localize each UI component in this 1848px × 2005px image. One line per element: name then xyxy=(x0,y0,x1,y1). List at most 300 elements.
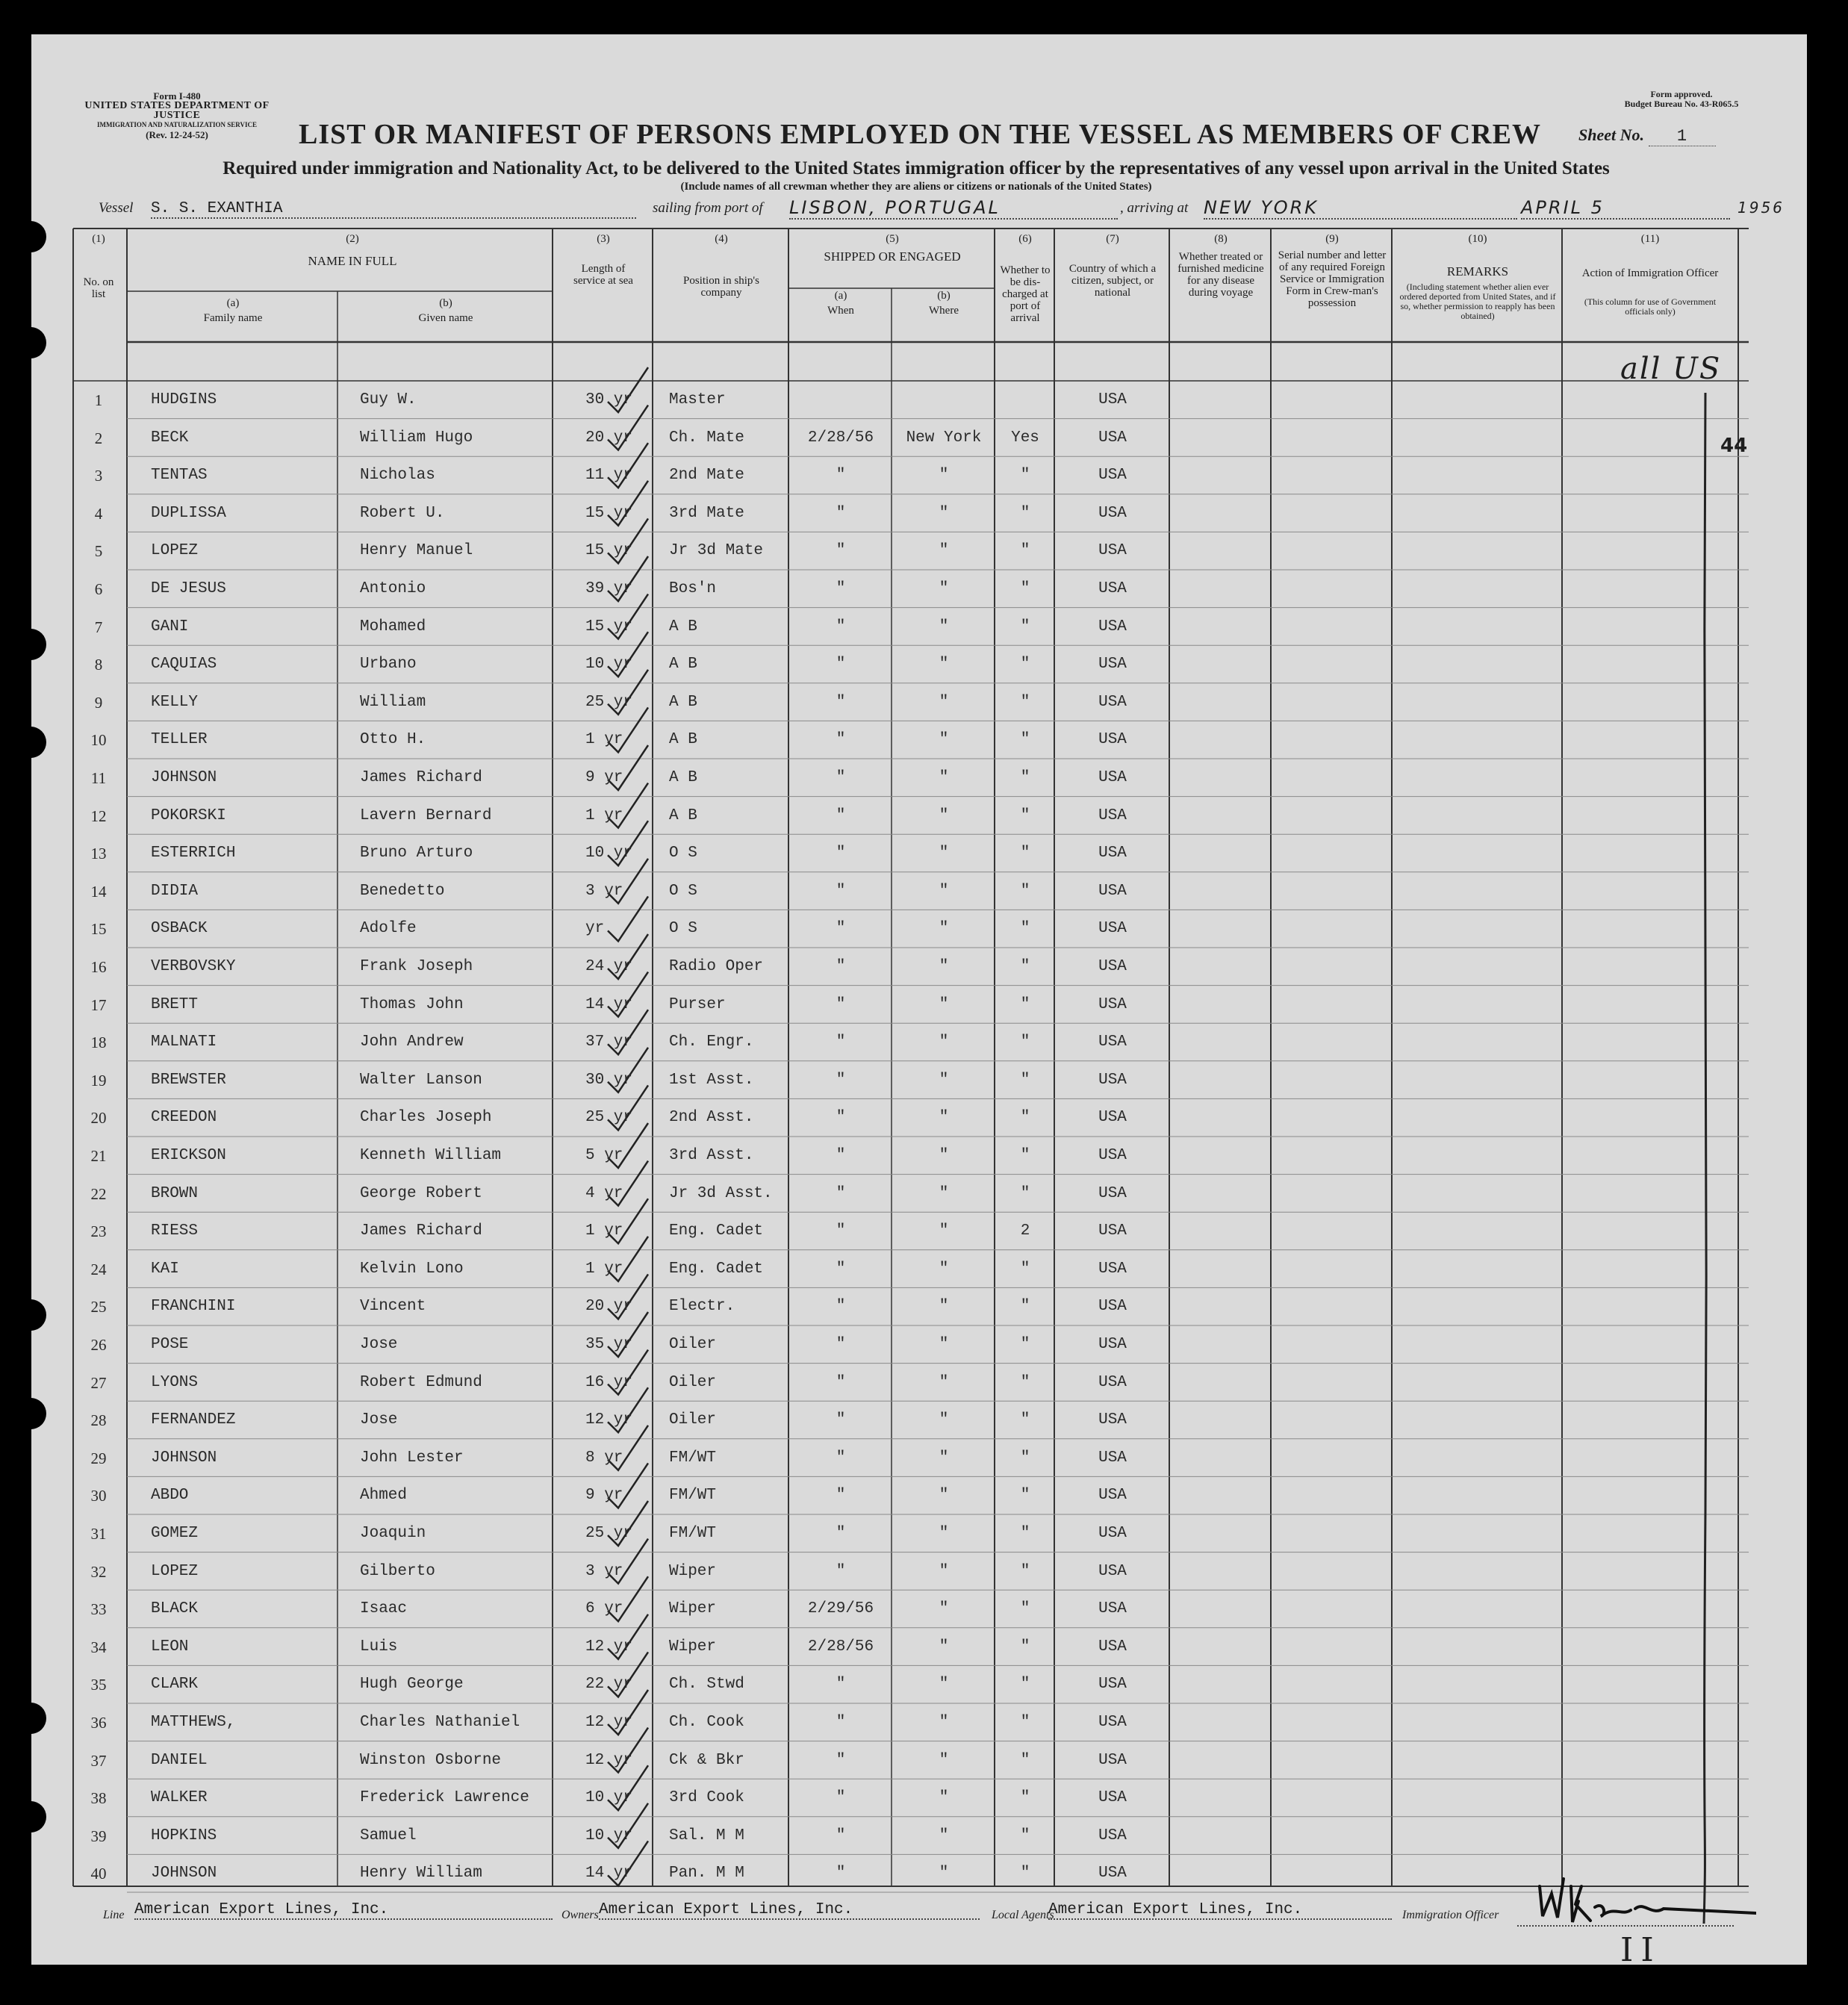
cell-family: ABDO xyxy=(151,1487,189,1505)
cell-family: TENTAS xyxy=(151,467,208,485)
cell-where: " xyxy=(939,1638,949,1656)
cell-family: LOPEZ xyxy=(151,542,199,560)
cell-when: " xyxy=(836,1487,846,1505)
service: IMMIGRATION AND NATURALIZATION SERVICE xyxy=(97,121,257,128)
cell-where: " xyxy=(939,693,949,711)
cell-family: DIDIA xyxy=(151,882,199,900)
cell-no: 1 xyxy=(94,391,103,409)
cell-country: USA xyxy=(1098,1109,1127,1127)
cell-discharged: " xyxy=(1020,1827,1030,1844)
cell-family: DANIEL xyxy=(151,1751,208,1769)
cell-country: USA xyxy=(1098,1676,1127,1694)
cell-position: A B xyxy=(669,731,697,749)
manifest-form: Form I-480 UNITED STATES DEPARTMENT OF JUSTICE IMMIGRATION AND NATURALIZATION SERVICE (Rev. 12-24-52) Form approved. Budget Bureau No. 43-R065.5 LIST OR MANIFEST OF PERSONS EMPLOYED ON THE VESSEL AS MEMBERS OF CREW Sheet No. 1 Required under immigration and Nationality Act, to be delivered to the United States immigration officer by the representatives of any vessel upon arrival in the United States (Include names of all crewman whether they are aliens or citizens or nationals of the United States) Vessel S. S. EXANTHIA sailing from port of LISBON, PORTUGAL , arriving at NEW YORK APRIL 5 1956 (1) No. on list (2) NAME IN FULL (a) Family name (b) Given name (3) Length of service at sea (4) Position in ship's company (5) SHIPPED OR ENGAGED (a) When (b) Where (6) Whether to be dis-charged at port of arrival (7) Country of which a citizen, subject, or national (8) Whether treated or furnished medicine for any disease during voyage (9) Serial number and letter of any required Foreign Service or Immigration Form in Crew-man's possession (10) REMARKS (Including statement whether alien ever ordered deported from United States, and if so, whether permission to reapply has been obtained) (11) Action of Immigration Officer (This column for use of Government officials only) 1 HUDGINS Guy W. 30 yr Master USA 2 BECK William Hugo 20 yr Ch. Mate 2/28/56 New York Yes USA 3 TENTAS Nicholas 11 yr 2nd Mate " " " USA 4 DUPLISSA Robert U. 15 yr 3rd Mate " " " USA 5 LOPEZ Henry Manuel 15 yr Jr 3d Mate " " " USA 6 DE JESUS Antonio 39 yr Bos'n " " " USA 7 GANI Mohamed 15 yr A B " " " USA 8 CAQUIAS Urbano 10 yr A B " " " USA 9 KELLY William 25 yr A B " " " USA 10 TELLER Otto H. 1 yr A B " " " USA 11 JOHNSON James Richard 9 yr A B " " " USA 12 POKORSKI Lavern Bernard 1 yr A B " " " USA 13 ESTERRICH Bruno Arturo 10 yr O S " " " USA 14 DIDIA Benedetto 3 yr O S " " " USA 15 OSBACK Adolfe yr O S " " " USA 16 VERBOVSKY Frank Joseph 24 yr Radio Oper " " " USA 17 BRETT Thomas John 14 yr Purser " " " USA 18 MALNATI John Andrew 37 yr Ch. Engr. " " " USA 19 BREWSTER Walter Lanson 30 yr 1st Asst. " " " USA 20 CREEDON Charles Joseph 25 yr 2nd Asst. " " " USA 21 ERICKSON Kenneth William 5 yr 3rd Asst. " " " USA 22 BROWN George Robert 4 yr Jr 3d Asst. " " " USA 23 RIESS James Richard 1 yr Eng. Cadet " " 2 USA 24 KAI Kelvin Lono 1 yr Eng. Cadet " " " USA 25 FRANCHINI Vincent 20 yr Electr. " " " USA 26 POSE Jose 35 yr Oiler " " " USA 27 LYONS Robert Edmund 16 yr Oiler " " " USA 28 FERNANDEZ Jose 12 yr Oiler " " " USA 29 JOHNSON John Lester 8 yr FM/WT " " " USA 30 ABDO Ahmed 9 yr FM/WT " " " USA 31 GOMEZ Joaquin 25 yr FM/WT " " " USA 32 LOPEZ Gilberto 3 yr Wiper " " " USA 33 BLACK Isaac 6 yr Wiper 2/29/56 " " USA 34 LEON Luis 12 yr Wiper 2/28/56 " " USA 35 CLARK Hugh George 22 yr Ch. Stwd " " " USA 36 MATTHEWS, Charles Nathaniel 12 yr Ch. Cook " " " USA 37 DANIEL Winston Osborne 12 yr Ck & Bkr " " " USA 38 WALKER Frederick Lawrence 10 yr 3rd Cook " " " USA 39 HOPKINS Samuel 10 yr Sal. M M " " " USA 40 JOHNSON Henry William 14 yr Pan. M M " " " USA all US 44 Line American Export Lines, Inc. Owners American Export Lines, Inc. Local Agents American Export Lines, Inc. Immigration Officer II xyxy=(31,34,1807,1965)
cell-no: 13 xyxy=(90,845,107,863)
cell-country: USA xyxy=(1098,920,1127,938)
cell-country: USA xyxy=(1098,1298,1127,1316)
cell-no: 35 xyxy=(90,1676,107,1694)
cell-discharged: " xyxy=(1020,1336,1030,1353)
cell-discharged: " xyxy=(1020,542,1030,560)
cell-no: 40 xyxy=(90,1865,107,1883)
cell-discharged: " xyxy=(1020,1298,1030,1316)
departure-port: LISBON, PORTUGAL xyxy=(789,197,1118,220)
cell-where: New York xyxy=(906,429,982,447)
cell-family: KELLY xyxy=(151,693,199,711)
cell-given: Frank Joseph xyxy=(360,958,473,975)
cell-when: " xyxy=(836,1109,846,1127)
cell-position: A B xyxy=(669,656,697,674)
cell-position: Eng. Cadet xyxy=(669,1260,764,1278)
cell-country: USA xyxy=(1098,1336,1127,1353)
cell-country: USA xyxy=(1098,542,1127,560)
cell-given: Adolfe xyxy=(360,920,417,938)
cell-country: USA xyxy=(1098,1411,1127,1429)
cell-when: 2/28/56 xyxy=(807,429,874,447)
cell-no: 37 xyxy=(90,1751,107,1770)
cell-when: " xyxy=(836,995,846,1013)
cell-service: 16 yr xyxy=(585,1373,633,1391)
cell-position: A B xyxy=(669,618,697,635)
arrival-date: APRIL 5 xyxy=(1521,197,1730,220)
cell-given: James Richard xyxy=(360,1222,482,1240)
cell-service: 10 yr xyxy=(585,1789,633,1807)
cell-when: " xyxy=(836,618,846,635)
cell-position: Ck & Bkr xyxy=(669,1751,744,1769)
cell-when: " xyxy=(836,1411,846,1429)
cell-family: BREWSTER xyxy=(151,1071,226,1089)
cell-no: 32 xyxy=(90,1562,107,1581)
cell-family: BECK xyxy=(151,429,189,447)
cell-discharged: " xyxy=(1020,1147,1030,1164)
cell-no: 5 xyxy=(94,542,103,561)
cell-no: 39 xyxy=(90,1827,107,1845)
cell-service: 39 yr xyxy=(585,580,633,597)
cell-given: Antonio xyxy=(360,580,426,597)
action-column-line xyxy=(1696,393,1719,1931)
cell-no: 26 xyxy=(90,1336,107,1354)
cell-service: 25 yr xyxy=(585,1525,633,1542)
cell-given: Nicholas xyxy=(360,467,435,485)
cell-discharged: " xyxy=(1020,1449,1030,1467)
cell-given: Charles Joseph xyxy=(360,1109,492,1127)
cell-given: Robert U. xyxy=(360,504,445,522)
cell-no: 18 xyxy=(90,1033,107,1052)
cell-country: USA xyxy=(1098,1562,1127,1580)
cell-where: " xyxy=(939,618,949,635)
cell-position: Wiper xyxy=(669,1600,717,1618)
revision: (Rev. 12-24-52) xyxy=(146,129,208,140)
cell-when: " xyxy=(836,1789,846,1807)
cell-service: 15 yr xyxy=(585,618,633,635)
cell-service: 30 yr xyxy=(585,391,633,408)
cell-no: 17 xyxy=(90,995,107,1014)
cell-where: " xyxy=(939,882,949,900)
footer-line: American Export Lines, Inc. xyxy=(134,1901,553,1920)
cell-country: USA xyxy=(1098,1449,1127,1467)
cell-when: " xyxy=(836,1827,846,1844)
cell-when: " xyxy=(836,731,846,749)
cell-family: FERNANDEZ xyxy=(151,1411,236,1429)
cell-no: 27 xyxy=(90,1373,107,1392)
cell-country: USA xyxy=(1098,429,1127,447)
cell-where: " xyxy=(939,1147,949,1164)
cell-when: " xyxy=(836,1562,846,1580)
cell-given: Walter Lanson xyxy=(360,1071,482,1089)
cell-service: 10 yr xyxy=(585,656,633,674)
cell-discharged: " xyxy=(1020,1676,1030,1694)
cell-position: Jr 3d Asst. xyxy=(669,1184,773,1202)
cell-service: 12 yr xyxy=(585,1751,633,1769)
cell-service: 1 yr xyxy=(585,731,623,749)
cell-where: " xyxy=(939,1487,949,1505)
cell-where: " xyxy=(939,1449,949,1467)
cell-when: " xyxy=(836,845,846,862)
cell-family: LEON xyxy=(151,1638,189,1656)
voyage-line: Vessel S. S. EXANTHIA sailing from port of LISBON, PORTUGAL , arriving at NEW YORK APRIL 5 1956 xyxy=(99,197,1785,218)
cell-discharged: " xyxy=(1020,958,1030,975)
cell-when: " xyxy=(836,467,846,485)
cell-no: 20 xyxy=(90,1109,107,1128)
cell-when: " xyxy=(836,958,846,975)
cell-country: USA xyxy=(1098,618,1127,635)
cell-position: Ch. Engr. xyxy=(669,1033,754,1051)
cell-service: 22 yr xyxy=(585,1676,633,1694)
footer-agents: American Export Lines, Inc. xyxy=(1048,1901,1392,1920)
cell-position: Electr. xyxy=(669,1298,735,1316)
cell-country: USA xyxy=(1098,731,1127,749)
cell-discharged: " xyxy=(1020,1562,1030,1580)
cell-no: 24 xyxy=(90,1260,107,1278)
cell-given: Jose xyxy=(360,1411,398,1429)
cell-given: William Hugo xyxy=(360,429,473,447)
cell-no: 4 xyxy=(94,504,103,523)
cell-when: " xyxy=(836,1298,846,1316)
cell-when: " xyxy=(836,806,846,824)
cell-country: USA xyxy=(1098,1714,1127,1731)
action-annotation: all US xyxy=(1620,352,1722,386)
cell-discharged: " xyxy=(1020,693,1030,711)
cell-given: Frederick Lawrence xyxy=(360,1789,529,1807)
cell-where: " xyxy=(939,1033,949,1051)
cell-family: LOPEZ xyxy=(151,1562,199,1580)
cell-family: POSE xyxy=(151,1336,189,1353)
cell-no: 25 xyxy=(90,1298,107,1317)
cell-service: 10 yr xyxy=(585,845,633,862)
cell-position: Ch. Stwd xyxy=(669,1676,744,1694)
cell-position: O S xyxy=(669,882,697,900)
cell-when: " xyxy=(836,1147,846,1164)
cell-discharged: " xyxy=(1020,1373,1030,1391)
cell-position: FM/WT xyxy=(669,1525,717,1542)
cell-no: 38 xyxy=(90,1789,107,1808)
cell-position: FM/WT xyxy=(669,1487,717,1505)
cell-given: Kenneth William xyxy=(360,1147,502,1164)
cell-given: Luis xyxy=(360,1638,398,1656)
cell-given: Otto H. xyxy=(360,731,426,749)
cell-service: 14 yr xyxy=(585,995,633,1013)
cell-discharged: 2 xyxy=(1020,1222,1030,1240)
cell-discharged: " xyxy=(1020,656,1030,674)
cell-discharged: " xyxy=(1020,1260,1030,1278)
cell-where: " xyxy=(939,1411,949,1429)
cell-where: " xyxy=(939,845,949,862)
cell-service: 25 yr xyxy=(585,1109,633,1127)
cell-service: 15 yr xyxy=(585,542,633,560)
cell-country: USA xyxy=(1098,1033,1127,1051)
officer-initials: II xyxy=(1620,1931,1661,1965)
cell-country: USA xyxy=(1098,1827,1127,1844)
cell-service: 35 yr xyxy=(585,1336,633,1353)
cell-no: 23 xyxy=(90,1222,107,1241)
cell-discharged: " xyxy=(1020,1033,1030,1051)
cell-given: Ahmed xyxy=(360,1487,408,1505)
cell-where: " xyxy=(939,1336,949,1353)
cell-country: USA xyxy=(1098,1789,1127,1807)
cell-given: Henry Manuel xyxy=(360,542,473,560)
cell-position: A B xyxy=(669,693,697,711)
cell-when: " xyxy=(836,882,846,900)
cell-no: 6 xyxy=(94,580,103,598)
cell-service: 30 yr xyxy=(585,1071,633,1089)
cell-discharged: " xyxy=(1020,504,1030,522)
cell-position: Oiler xyxy=(669,1411,717,1429)
cell-service: 12 yr xyxy=(585,1638,633,1656)
cell-discharged: " xyxy=(1020,1109,1030,1127)
cell-position: Oiler xyxy=(669,1336,717,1353)
cell-country: USA xyxy=(1098,1600,1127,1618)
sheet-number: Sheet No. 1 xyxy=(1578,125,1716,146)
cell-where: " xyxy=(939,958,949,975)
cell-country: USA xyxy=(1098,1487,1127,1505)
cell-where: " xyxy=(939,995,949,1013)
cell-family: OSBACK xyxy=(151,920,208,938)
cell-position: Master xyxy=(669,391,726,408)
cell-service: 1 yr xyxy=(585,1260,623,1278)
cell-family: BLACK xyxy=(151,1600,199,1618)
cell-given: Charles Nathaniel xyxy=(360,1714,520,1731)
cell-where: " xyxy=(939,1222,949,1240)
cell-given: Samuel xyxy=(360,1827,417,1844)
col-no-header: No. on list xyxy=(83,276,114,300)
cell-family: GANI xyxy=(151,618,189,635)
cell-position: Sal. M M xyxy=(669,1827,744,1844)
cell-where: " xyxy=(939,504,949,522)
cell-family: ESTERRICH xyxy=(151,845,236,862)
col-when-header: When xyxy=(827,305,854,317)
cell-no: 16 xyxy=(90,958,107,976)
arrival-year: 1956 xyxy=(1737,199,1785,217)
cell-given: George Robert xyxy=(360,1184,482,1202)
vessel-name: S. S. EXANTHIA xyxy=(151,200,636,219)
cell-position: Radio Oper xyxy=(669,958,764,975)
cell-when: " xyxy=(836,1676,846,1694)
cell-no: 33 xyxy=(90,1600,107,1619)
cell-no: 19 xyxy=(90,1071,107,1089)
cell-service: 3 yr xyxy=(585,882,623,900)
cell-service: 20 yr xyxy=(585,1298,633,1316)
cell-country: USA xyxy=(1098,1184,1127,1202)
cell-when: " xyxy=(836,1865,846,1883)
cell-when: " xyxy=(836,1033,846,1051)
cell-family: JOHNSON xyxy=(151,769,217,786)
cell-when: " xyxy=(836,1222,846,1240)
cell-service: 24 yr xyxy=(585,958,633,975)
cell-country: USA xyxy=(1098,1638,1127,1656)
cell-no: 15 xyxy=(90,920,107,939)
cell-where: " xyxy=(939,769,949,786)
cell-position: Eng. Cadet xyxy=(669,1222,764,1240)
cell-position: 1st Asst. xyxy=(669,1071,754,1089)
cell-given: Mohamed xyxy=(360,618,426,635)
cell-country: USA xyxy=(1098,1373,1127,1391)
cell-where: " xyxy=(939,806,949,824)
col-family-header: Family name xyxy=(203,312,263,324)
cell-family: TELLER xyxy=(151,731,208,749)
cell-service: 9 yr xyxy=(585,1487,623,1505)
cell-country: USA xyxy=(1098,769,1127,786)
cell-when: 2/29/56 xyxy=(807,1600,874,1618)
cell-where: " xyxy=(939,1865,949,1883)
action-count: 44 xyxy=(1720,435,1748,457)
cell-discharged: " xyxy=(1020,1184,1030,1202)
cell-family: VERBOVSKY xyxy=(151,958,236,975)
cell-country: USA xyxy=(1098,467,1127,485)
cell-discharged: " xyxy=(1020,1525,1030,1542)
cell-country: USA xyxy=(1098,995,1127,1013)
cell-discharged: " xyxy=(1020,1411,1030,1429)
cell-given: Bruno Arturo xyxy=(360,845,473,862)
cell-service: 11 yr xyxy=(585,467,633,485)
cell-when: " xyxy=(836,920,846,938)
cell-no: 29 xyxy=(90,1449,107,1467)
department: UNITED STATES DEPARTMENT OF JUSTICE xyxy=(84,100,270,121)
cell-where: " xyxy=(939,1751,949,1769)
cell-given: Benedetto xyxy=(360,882,445,900)
cell-discharged: " xyxy=(1020,467,1030,485)
cell-given: Hugh George xyxy=(360,1676,464,1694)
cell-position: A B xyxy=(669,806,697,824)
footer-owners: American Export Lines, Inc. xyxy=(599,1901,980,1920)
cell-discharged: " xyxy=(1020,1638,1030,1656)
cell-no: 21 xyxy=(90,1147,107,1165)
cell-discharged: " xyxy=(1020,1487,1030,1505)
cell-no: 3 xyxy=(94,467,103,485)
cell-when: " xyxy=(836,504,846,522)
cell-position: Pan. M M xyxy=(669,1865,744,1883)
cell-position: Wiper xyxy=(669,1638,717,1656)
cell-country: USA xyxy=(1098,1147,1127,1164)
cell-family: GOMEZ xyxy=(151,1525,199,1542)
cell-no: 11 xyxy=(90,769,107,787)
cell-where: " xyxy=(939,1562,949,1580)
cell-country: USA xyxy=(1098,958,1127,975)
col-service-header: Length of service at sea xyxy=(573,263,633,287)
cell-service: 25 yr xyxy=(585,693,633,711)
cell-family: ERICKSON xyxy=(151,1147,226,1164)
cell-when: " xyxy=(836,542,846,560)
footer: Line American Export Lines, Inc. Owners American Export Lines, Inc. Local Agents American Export Lines, Inc. Immigration Officer xyxy=(31,1901,1807,1931)
cell-country: USA xyxy=(1098,391,1127,408)
cell-service: 3 yr xyxy=(585,1562,623,1580)
cell-position: A B xyxy=(669,769,697,786)
cell-where: " xyxy=(939,1525,949,1542)
col-given-header: Given name xyxy=(418,312,473,324)
cell-discharged: " xyxy=(1020,731,1030,749)
cell-discharged: " xyxy=(1020,920,1030,938)
cell-where: " xyxy=(939,1298,949,1316)
cell-where: " xyxy=(939,467,949,485)
cell-where: " xyxy=(939,1676,949,1694)
cell-when: " xyxy=(836,1373,846,1391)
cell-where: " xyxy=(939,1789,949,1807)
cell-discharged: " xyxy=(1020,1071,1030,1089)
cell-family: BRETT xyxy=(151,995,199,1013)
cell-position: Jr 3d Mate xyxy=(669,542,764,560)
col-name-header: NAME IN FULL xyxy=(308,254,397,268)
cell-country: USA xyxy=(1098,693,1127,711)
cell-service: 20 yr xyxy=(585,429,633,447)
cell-when: " xyxy=(836,1071,846,1089)
cell-where: " xyxy=(939,580,949,597)
form-number: Form I-480 xyxy=(153,90,201,102)
cell-when: " xyxy=(836,580,846,597)
cell-country: USA xyxy=(1098,656,1127,674)
cell-given: Kelvin Lono xyxy=(360,1260,464,1278)
cell-discharged: " xyxy=(1020,618,1030,635)
cell-discharged: " xyxy=(1020,1751,1030,1769)
cell-position: 3rd Asst. xyxy=(669,1147,754,1164)
cell-position: Purser xyxy=(669,995,726,1013)
cell-discharged: " xyxy=(1020,1789,1030,1807)
cell-when: " xyxy=(836,1184,846,1202)
cell-service: yr xyxy=(585,920,605,938)
cell-service: 8 yr xyxy=(585,1449,623,1467)
col-position-header: Position in ship's company xyxy=(683,275,759,299)
cell-no: 12 xyxy=(90,806,107,825)
cell-given: John Lester xyxy=(360,1449,464,1467)
cell-where: " xyxy=(939,1827,949,1844)
col-remarks-header: REMARKS xyxy=(1446,264,1509,279)
cell-country: USA xyxy=(1098,845,1127,862)
cell-family: FRANCHINI xyxy=(151,1298,236,1316)
cell-country: USA xyxy=(1098,1751,1127,1769)
cell-given: John Andrew xyxy=(360,1033,464,1051)
cell-service: 6 yr xyxy=(585,1600,623,1618)
cell-family: CAQUIAS xyxy=(151,656,217,674)
cell-country: USA xyxy=(1098,1071,1127,1089)
cell-service: 14 yr xyxy=(585,1865,633,1883)
cell-given: William xyxy=(360,693,426,711)
cell-no: 8 xyxy=(94,656,103,674)
col-shipped-header: SHIPPED OR ENGAGED xyxy=(824,249,961,264)
cell-discharged: " xyxy=(1020,845,1030,862)
cell-given: Jose xyxy=(360,1336,398,1353)
cell-given: Thomas John xyxy=(360,995,464,1013)
cell-given: Gilberto xyxy=(360,1562,435,1580)
cell-country: USA xyxy=(1098,1260,1127,1278)
cell-family: MATTHEWS, xyxy=(151,1714,236,1731)
cell-no: 7 xyxy=(94,618,103,636)
cell-service: 15 yr xyxy=(585,504,633,522)
cell-given: James Richard xyxy=(360,769,482,786)
cell-where: " xyxy=(939,656,949,674)
cell-no: 28 xyxy=(90,1411,107,1430)
cell-given: Robert Edmund xyxy=(360,1373,482,1391)
cell-family: MALNATI xyxy=(151,1033,217,1051)
col-serial-header: Serial number and letter of any required Foreign Service or Immigration Form in Crew-man's possession xyxy=(1278,249,1387,309)
cell-when: 2/28/56 xyxy=(807,1638,874,1656)
cell-family: JOHNSON xyxy=(151,1865,217,1883)
